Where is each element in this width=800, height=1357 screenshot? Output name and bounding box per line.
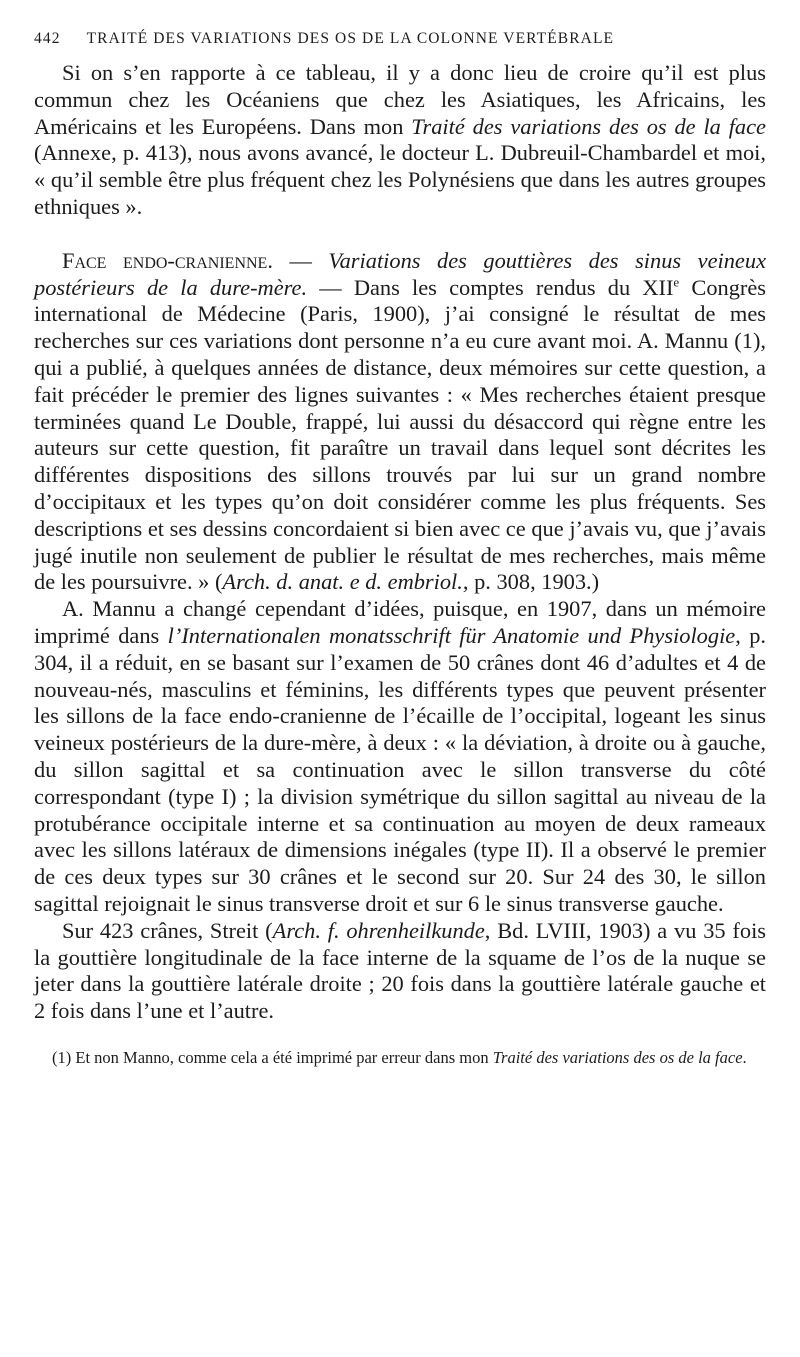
paragraph-text: Congrès international de Médecine (Paris, 1900), j’ai consigné le résultat de mes recherches sur ces variations dont personne n’a eu cure avant moi. A. Mannu (1), qui a publié, à quelques années de distance, deux mémoires sur cette question, a fait précéder le premier des lignes suivantes : « Mes recherches étaient presque terminées quand Le Double, frappé, lui aussi du désaccord qui règne entre les auteurs sur cette question, fit paraître un travail dans lequel sont décrites les différentes dispositions des sillons trouvés par lui sur un grand nombre d’occipitaux et les types qu’on doit considérer comme les plus fréquents. Ses descriptions et ses dessins concordaient si bien avec ce que j’avais vu, que j’avais jugé inutile non seulement de publier le résultat de mes recherches, mais même de les poursuivre. » (: [34, 274, 767, 595]
superscript-ordinal: e: [673, 274, 680, 290]
running-header: [34, 30, 766, 48]
paragraph-text: —: [272, 247, 329, 273]
footnotes: [34, 1047, 766, 1069]
journal-title: l’Internationalen monatsschrift für Anatomie und Physiologie: [167, 622, 736, 648]
footnote: [34, 1047, 766, 1069]
paragraph-tableau: [34, 60, 766, 221]
paragraph-streit: [34, 918, 766, 1025]
paragraph-mannu: [34, 596, 766, 918]
section-subtitle: Variations des gouttières des sinus veineux postérieurs de la dure-mère.: [34, 247, 767, 300]
paragraph-text: , p. 308, 1903.): [462, 569, 600, 595]
body-text: [34, 60, 766, 1025]
paragraph-text: , Bd. LVIII, 1903) a vu 35 fois la gouttière longitudinale de la face interne de la squame de l’os de la nuque se jeter dans la gouttière latérale droite ; 20 fois dans la gouttière latérale gauche et 2 fois dans l’une et l’autre.: [34, 917, 767, 1024]
footnote-text: .: [742, 1047, 747, 1067]
paragraph-text: — Dans les comptes rendus du XII: [307, 274, 674, 300]
paragraph-text: Sur 423 crânes, Streit (: [62, 917, 273, 943]
book-title: Traité des variations des os de la face: [411, 113, 766, 139]
journal-title: Arch. d. anat. e d. embriol.: [222, 569, 463, 595]
paragraph-face-endo-cranienne: [34, 248, 766, 596]
footnote-text: (1) Et non Manno, comme cela a été imprimé par erreur dans mon: [52, 1047, 493, 1067]
paragraph-text: Si on s’en rapporte à ce tableau, il y a donc lieu de croire qu’il est plus commun chez les Océaniens que chez les Asiatiques, les Africains, les Américains et les Européens. Dans mon: [34, 60, 766, 139]
paragraph-text: A. Mannu a changé cependant d’idées, puisque, en 1907, dans un mémoire imprimé dans: [34, 596, 766, 648]
book-title: Traité des variations des os de la face: [492, 1047, 743, 1067]
running-title: TRAITÉ DES VARIATIONS DES OS DE LA COLONNE VERTÉBRALE: [86, 30, 615, 47]
journal-title: Arch. f. ohrenheilkunde: [272, 917, 485, 943]
page-number: 442: [34, 30, 61, 47]
paragraph-text: (Annexe, p. 413), nous avons avancé, le docteur L. Dubreuil-Chambardel et moi, « qu’il semble être plus fréquent chez les Polynésiens que dans les autres groupes ethniques ».: [34, 140, 766, 219]
section-heading: Face endo-cranienne.: [62, 247, 273, 273]
paragraph-text: , p. 304, il a réduit, en se basant sur l’examen de 50 crânes dont 46 d’adultes et 4 de nouveau-nés, masculins et féminins, les différents types que peuvent présenter les sillons de la face endo-cranienne de l’écaille de l’occipital, logeant les sinus veineux postérieurs de la dure-mère, à deux : « la déviation, à droite ou à gauche, du sillon sagittal et sa continuation avec le sillon transverse du côté correspondant (type I) ; la division symétrique du sillon sagittal au niveau de la protubérance occipitale interne et sa continuation au moyen de deux rameaux avec les sillons latéraux de dimensions inégales (type II). Il a observé le premier de ces deux types sur 30 crânes et le second sur 20. Sur 24 des 30, le sillon sagittal rejoignait le sinus transverse droit et sur 6 le sinus transverse gauche.: [34, 622, 766, 916]
